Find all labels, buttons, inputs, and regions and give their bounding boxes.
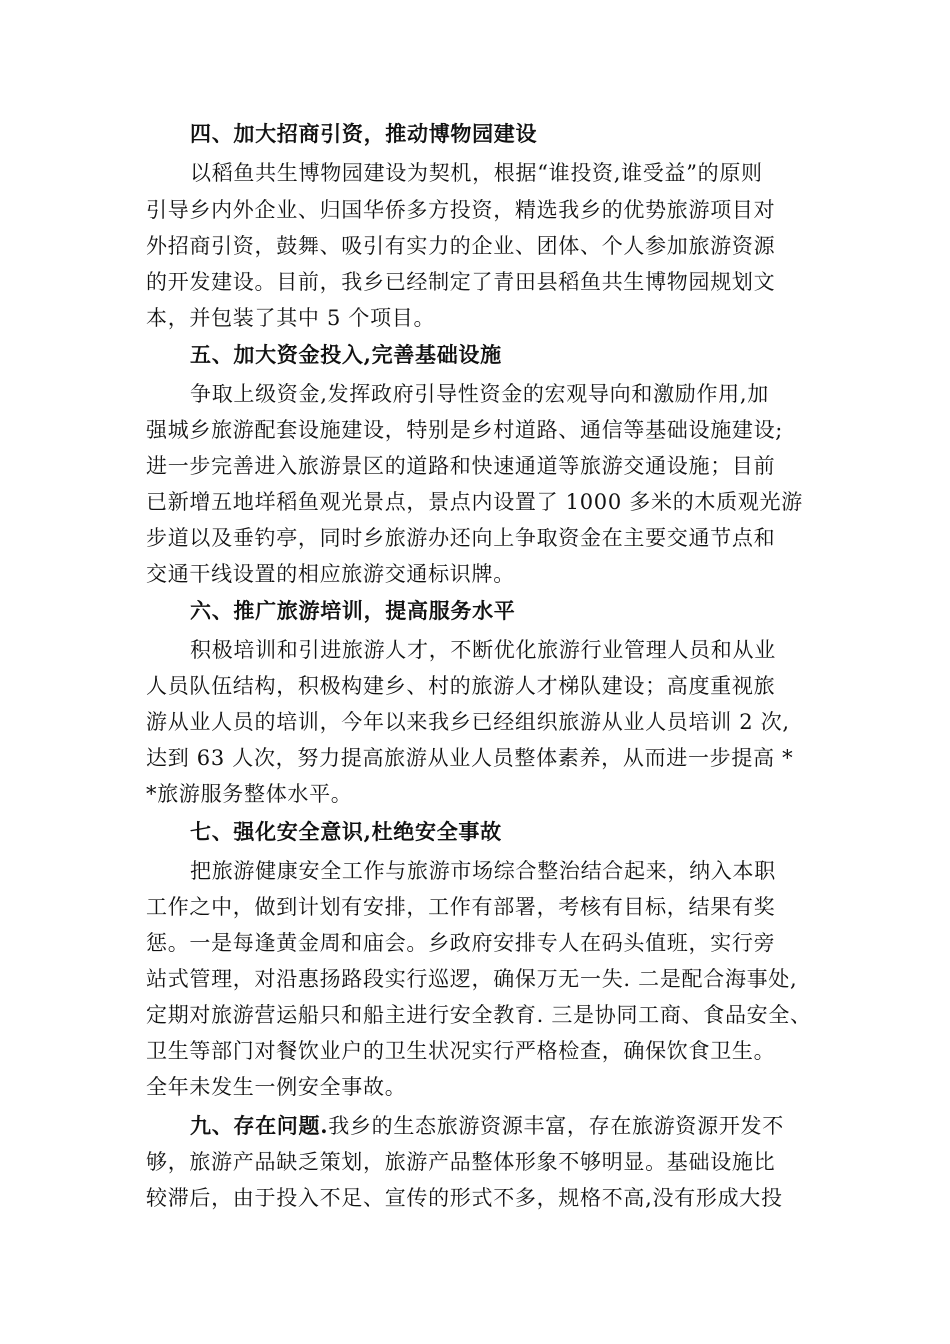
- paragraph-line: 定期对旅游营运船只和船主进行安全教育. 三是协同工商、食品安全、: [146, 1003, 812, 1027]
- section-heading-5: 五、加大资金投入,完善基础设施: [190, 342, 502, 367]
- paragraph-line: 外招商引资，鼓舞、吸引有实力的企业、团体、个人参加旅游资源: [146, 234, 776, 258]
- paragraph-line: 游从业人员的培训，今年以来我乡已经组织旅游从业人员培训 2 次,: [146, 710, 790, 734]
- paragraph-line: 本，并包装了其中 5 个项目。: [146, 306, 436, 330]
- paragraph-line: *旅游服务整体水平。: [146, 782, 353, 806]
- section-heading-7: 七、强化安全意识,杜绝安全事故: [190, 819, 502, 844]
- paragraph-line: 积极培训和引进旅游人才，不断优化旅游行业管理人员和从业: [190, 638, 776, 662]
- section-heading-9: 九、存在问题.: [190, 1113, 329, 1138]
- section-heading-4: 四、加大招商引资，推动博物园建设: [190, 121, 538, 146]
- paragraph-line: 站式管理，对沿惠扬路段实行巡逻，确保万无一失. 二是配合海事处,: [146, 967, 798, 991]
- paragraph-line: 够，旅游产品缺乏策划，旅游产品整体形象不够明显。基础设施比: [146, 1150, 776, 1174]
- paragraph-line: 达到 63 人次，努力提高旅游从业人员整体素养，从而进一步提高 *: [146, 746, 794, 770]
- section-9-first-line: [190, 1110, 784, 1142]
- paragraph-line: 较滞后，由于投入不足、宣传的形式不多，规格不高,没有形成大投: [146, 1186, 783, 1210]
- paragraph-line: 交通干线设置的相应旅游交通标识牌。: [146, 562, 515, 586]
- paragraph-line: 已新增五地垟稻鱼观光景点，景点内设置了 1000 多米的木质观光游: [146, 490, 803, 514]
- paragraph-line: 人员队伍结构，积极构建乡、村的旅游人才梯队建设；高度重视旅: [146, 674, 776, 698]
- paragraph-line: 的开发建设。目前，我乡已经制定了青田县稻鱼共生博物园规划文: [146, 270, 776, 294]
- paragraph-line: 强城乡旅游配套设施建设，特别是乡村道路、通信等基础设施建设;: [146, 418, 784, 442]
- paragraph-line: 卫生等部门对餐饮业户的卫生状况实行严格检查，确保饮食卫生。: [146, 1039, 776, 1063]
- paragraph-line: 进一步完善进入旅游景区的道路和快速通道等旅游交通设施；目前: [146, 454, 776, 478]
- paragraph-text: 我乡的生态旅游资源丰富，存在旅游资源开发不: [328, 1114, 784, 1138]
- section-heading-6: 六、推广旅游培训，提高服务水平: [190, 598, 516, 623]
- paragraph-line: 把旅游健康安全工作与旅游市场综合整治结合起来，纳入本职: [190, 859, 776, 883]
- paragraph-line: 工作之中，做到计划有安排，工作有部署，考核有目标，结果有奖: [146, 895, 776, 919]
- paragraph-line: 引导乡内外企业、归国华侨多方投资，精选我乡的优势旅游项目对: [146, 198, 776, 222]
- paragraph-line: 以稻鱼共生博物园建设为契机，根据“谁投资,谁受益”的原则: [190, 161, 763, 185]
- paragraph-line: 惩。一是每逢黄金周和庙会。乡政府安排专人在码头值班，实行旁: [146, 931, 776, 955]
- paragraph-line: 争取上级资金,发挥政府引导性资金的宏观导向和激励作用,加: [190, 382, 769, 406]
- paragraph-line: 步道以及垂钓亭，同时乡旅游办还向上争取资金在主要交通节点和: [146, 526, 776, 550]
- paragraph-line: 全年未发生一例安全事故。: [146, 1075, 407, 1099]
